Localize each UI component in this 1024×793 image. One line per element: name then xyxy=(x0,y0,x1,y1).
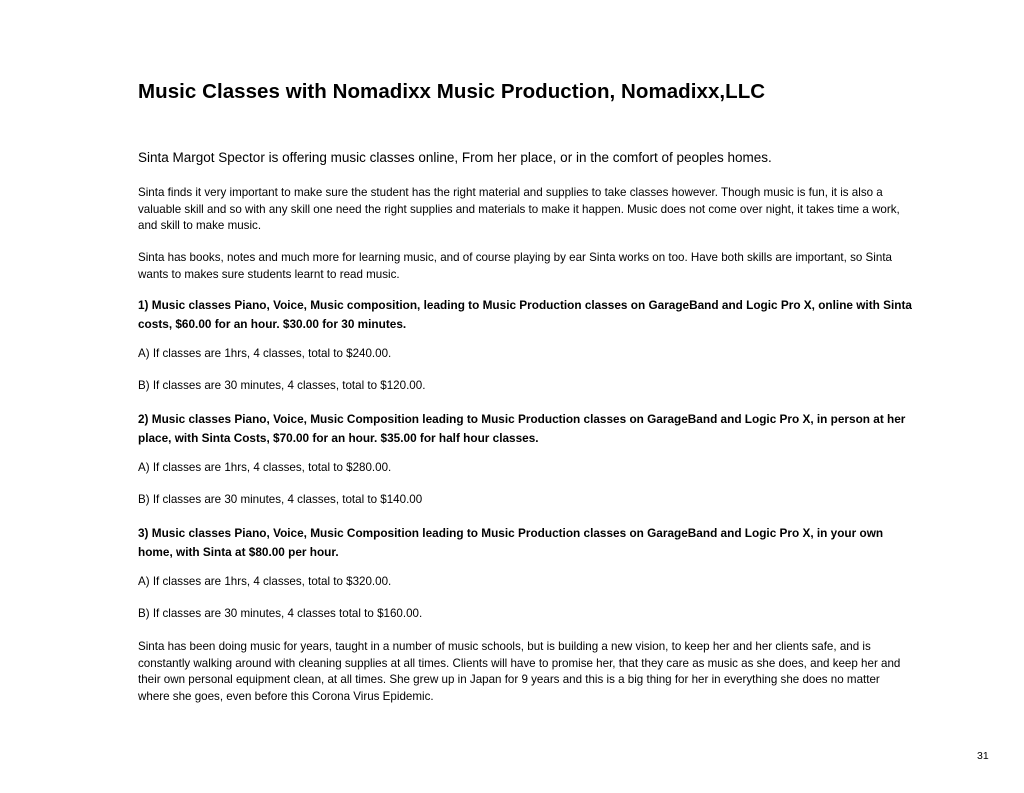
option-3-heading: 3) Music classes Piano, Voice, Music Composition leading to Music Production classes on GarageBand and Logic Pro X, in your own home, with Sinta at $80.00 per hour. xyxy=(138,526,884,559)
option-2-heading: 2) Music classes Piano, Voice, Music Composition leading to Music Production classes on GarageBand and Logic Pro X, in person at her place, with Sinta Costs, $70.00 for an hour. $35.00 for half hour classes. xyxy=(138,412,906,445)
books-paragraph: Sinta has books, notes and much more for learning music, and of course playing by ear Sinta works on too. Have both skills are important, so Sinta wants to makes sure students learnt to read music. xyxy=(138,251,892,281)
closing-paragraph: Sinta has been doing music for years, taught in a number of music schools, but is building a new vision, to keep her and her clients safe, and is constantly walking around with cleaning supplies at all times. Clients will have to promise her, that they care as music as she does, and keep her and their own personal equipment clean, at all times. She grew up in Japan for 9 years and this is a big thing for her in everything she does no matter where she goes, even before this Corona Virus Epidemic. xyxy=(138,640,901,703)
page-title: Music Classes with Nomadixx Music Production, Nomadixx,LLC xyxy=(138,80,766,103)
page-number: 31 xyxy=(977,750,989,762)
option-2-price-b: B) If classes are 30 minutes, 4 classes, total to $140.00 xyxy=(138,493,423,506)
option-2-price-a: A) If classes are 1hrs, 4 classes, total to $280.00. xyxy=(138,461,392,474)
option-3-price-b: B) If classes are 30 minutes, 4 classes total to $160.00. xyxy=(138,607,423,620)
option-1-price-a: A) If classes are 1hrs, 4 classes, total to $240.00. xyxy=(138,347,392,360)
intro-text: Sinta Margot Spector is offering music classes online, From her place, or in the comfort of peoples homes. xyxy=(138,150,772,165)
option-3-price-a: A) If classes are 1hrs, 4 classes, total to $320.00. xyxy=(138,575,392,588)
option-1-price-b: B) If classes are 30 minutes, 4 classes, total to $120.00. xyxy=(138,379,426,392)
supplies-paragraph: Sinta finds it very important to make sure the student has the right material and supplies to take classes however. Though music is fun, it is also a valuable skill and so with any skill one need the right supplies and materials to make it happen. Music does not come over night, it takes time a work, and skill to make music. xyxy=(138,186,900,232)
option-1-heading: 1) Music classes Piano, Voice, Music composition, leading to Music Production classes on GarageBand and Logic Pro X, online with Sinta costs, $60.00 for an hour. $30.00 for 30 minutes. xyxy=(138,298,912,331)
